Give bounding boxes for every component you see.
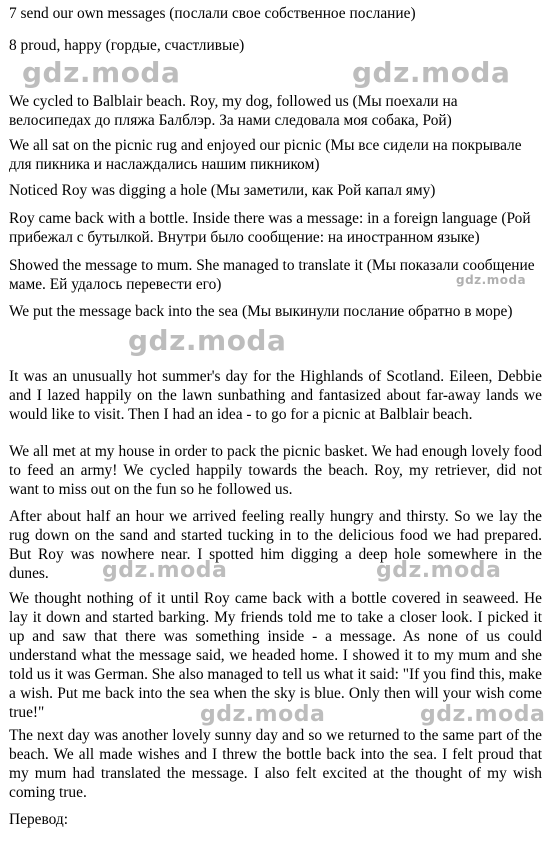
story-paragraph-1: It was an unusually hot summer's day for the Highlands of Scotland. Eileen, Debbie and I lazed happily on the lawn sunbathing and fantasized about far-away lands we would like to visit. Then I had an idea - to go for a picnic at Balblair beach.: [9, 368, 542, 423]
watermark: gdz.moda: [128, 324, 287, 357]
story-paragraph-5: The next day was another lovely sunny day and so we returned to the same part of the beach. We all made wishes and I threw the bottle back into the sea. I felt proud that my mum had translated the message. I also felt excited at the thought of my wish coming true.: [9, 727, 542, 801]
answer-line-7: 7 send our own messages (послали свое собственное послание): [9, 5, 416, 22]
watermark: gdz.moda: [420, 702, 546, 727]
answer-line-8: 8 proud, happy (гордые, счастливые): [9, 37, 245, 54]
watermark: gdz.moda: [456, 273, 527, 287]
summary-sentence-1: We cycled to Balblair beach. Roy, my dog, followed us (Мы поехали на велосипедах до пляжа Балблэр. За нами следовала моя собака, Рой): [9, 93, 458, 129]
watermark: gdz.moda: [102, 558, 228, 583]
story-paragraph-2: We all met at my house in order to pack the picnic basket. We had enough lovely food to feed an army! We cycled happily towards the beach. Roy, my retriever, did not want to miss out on the fun so he followed us.: [9, 443, 542, 498]
summary-sentence-2: We all sat on the picnic rug and enjoyed our picnic (Мы все сидели на покрывале для пикника и наслаждались нашим пикником): [9, 137, 522, 173]
summary-sentence-5: Showed the message to mum. She managed to translate it (Мы показали сообщение маме. Ей удалось перевести его): [9, 257, 535, 293]
summary-sentence-6: We put the message back into the sea (Мы выкинули послание обратно в море): [9, 303, 513, 320]
summary-sentence-3: Noticed Roy was digging a hole (Мы заметили, как Рой капал яму): [9, 182, 436, 199]
translation-heading: Перевод:: [9, 811, 68, 828]
summary-sentence-4: Roy came back with a bottle. Inside there was a message: in a foreign language (Рой прибежал с бутылкой. Внутри было сообщение: на иностранном языке): [9, 210, 531, 246]
story-paragraph-3: After about half an hour we arrived feeling really hungry and thirsty. So we lay the rug down on the sand and started tucking in to the delicious food we had prepared. But Roy was nowhere near. I spotted him digging a deep hole somewhere in the dunes.: [9, 508, 542, 582]
watermark: gdz.moda: [200, 702, 326, 727]
watermark: gdz.moda: [352, 56, 511, 89]
watermark: gdz.moda: [22, 56, 181, 89]
watermark: gdz.moda: [376, 558, 502, 583]
story-paragraph-4: We thought nothing of it until Roy came back with a bottle covered in seaweed. He lay it down and started barking. My friends told me to take a closer look. I picked it up and saw that there was something inside - a message. As none of us could understand what the message said, we headed home. I showed it to my mum and she told us it was German. She also managed to tell us what it said: "If you find this, make a wish. Put me back into the sea when the sky is blue. Only then will your wish come true!": [9, 590, 542, 721]
